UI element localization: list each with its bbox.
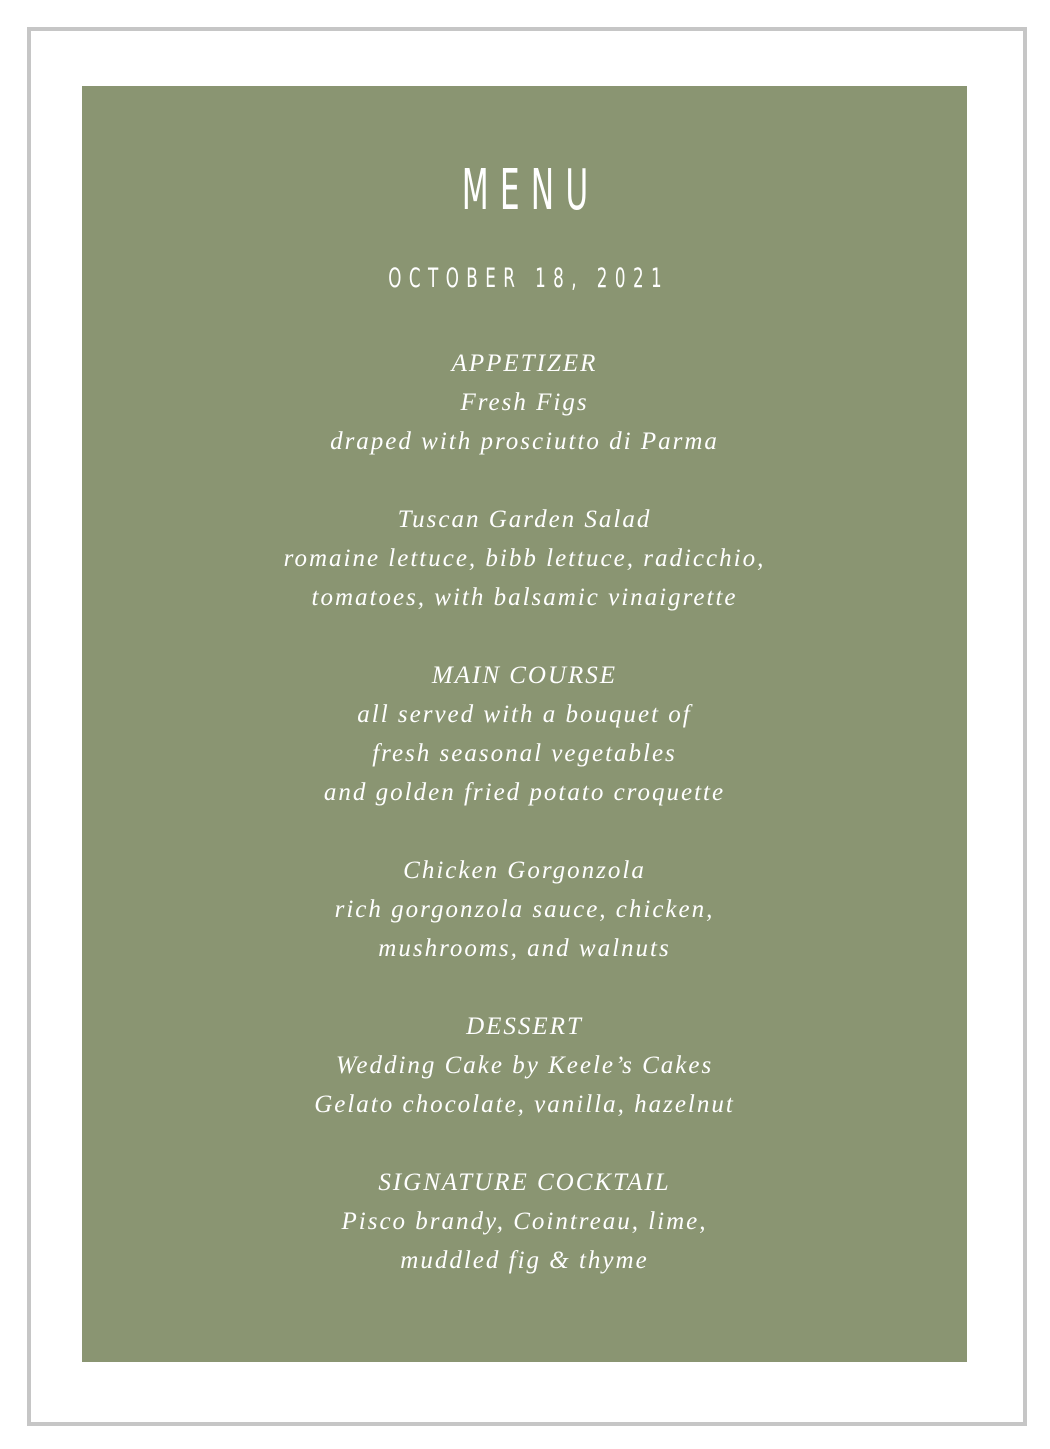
section-heading: DESSERT [466, 1013, 583, 1040]
dish-name: Tuscan Garden Salad [397, 506, 652, 533]
section-heading: MAIN COURSE [431, 662, 618, 689]
section-note: fresh seasonal vegetables [372, 740, 677, 767]
section-cocktail [82, 1163, 967, 1280]
dish-description: romaine lettuce, bibb lettuce, radicchio, [283, 545, 766, 572]
section-heading: APPETIZER [451, 350, 598, 377]
menu-date: OCTOBER 18, 2021 [388, 263, 670, 294]
dish-name: Fresh Figs [460, 389, 589, 416]
section-dessert [82, 1007, 967, 1124]
dish-description: tomatoes, with balsamic vinaigrette [311, 584, 738, 611]
dish-name: Wedding Cake by Keele’s Cakes [335, 1052, 714, 1079]
section-main-course [82, 656, 967, 812]
dish-description: rich gorgonzola sauce, chicken, [334, 896, 715, 923]
dish-description: draped with prosciutto di Parma [330, 428, 719, 455]
menu-body [82, 344, 967, 1280]
section-note: all served with a bouquet of [357, 701, 692, 728]
dish-description: Gelato chocolate, vanilla, hazelnut [314, 1091, 735, 1118]
dish-description: Pisco brandy, Cointreau, lime, [341, 1208, 708, 1235]
section-heading: SIGNATURE COCKTAIL [378, 1169, 671, 1196]
dish-description: mushrooms, and walnuts [378, 935, 671, 962]
dish-description: muddled fig & thyme [400, 1247, 649, 1274]
dish-name: Chicken Gorgonzola [403, 857, 646, 884]
section-note: and golden fried potato croquette [323, 779, 726, 806]
section-chicken [82, 851, 967, 968]
menu-title: MENU [461, 158, 600, 223]
section-appetizer [82, 344, 967, 461]
section-salad [82, 500, 967, 617]
